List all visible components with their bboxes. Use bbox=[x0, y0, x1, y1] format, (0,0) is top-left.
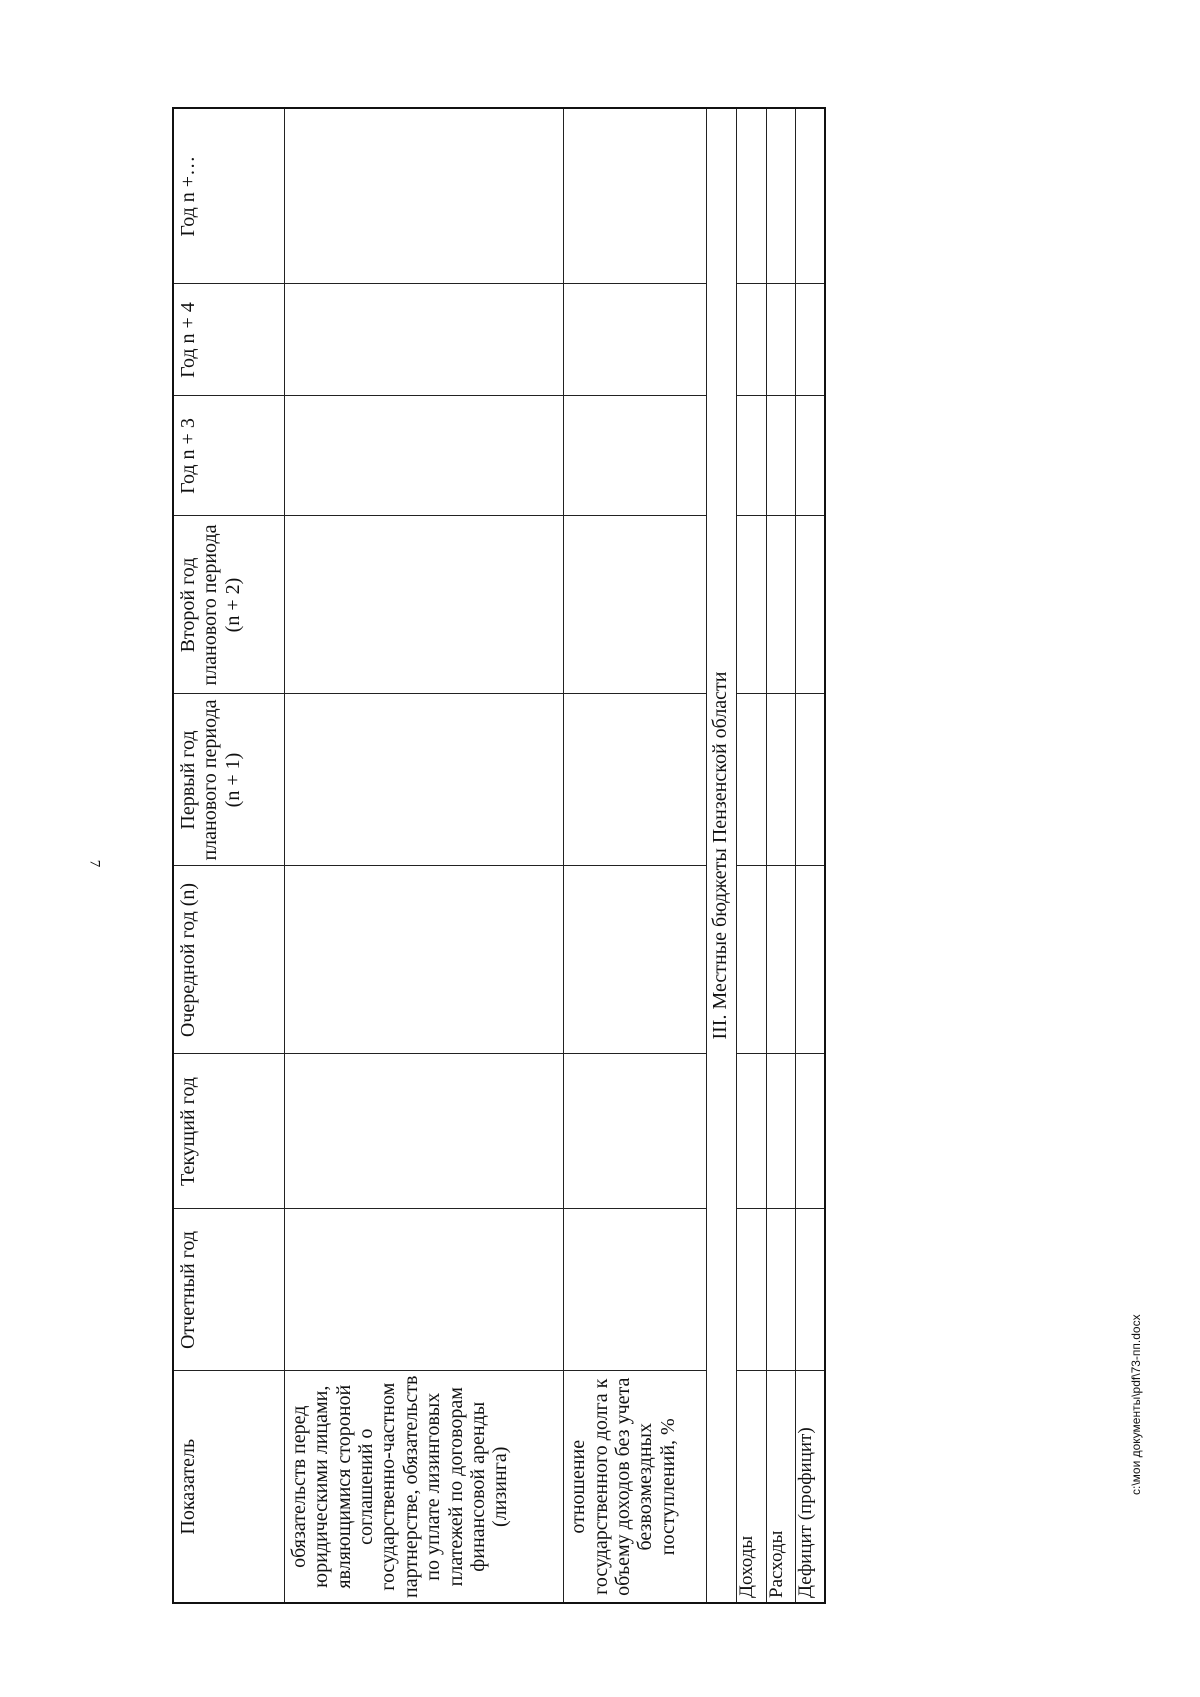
header-current-year: Текущий год bbox=[173, 1054, 284, 1209]
header-plan-year-2: Второй год планового периода (n + 2) bbox=[173, 516, 284, 694]
value-cell bbox=[766, 516, 795, 694]
value-cell bbox=[284, 396, 563, 516]
header-year-n4: Год n + 4 bbox=[173, 284, 284, 396]
value-cell bbox=[766, 1054, 795, 1209]
indicator-cell: обязательств перед юридическими лицами, являющимися стороной соглашений о государственно-частном партнерстве, обязательств по уплате лизинговых платежей по договорам финансовой аренды (лизинга) bbox=[284, 1371, 563, 1603]
header-year-n3: Год n + 3 bbox=[173, 396, 284, 516]
value-cell bbox=[564, 866, 707, 1054]
value-cell bbox=[284, 1054, 563, 1209]
value-cell bbox=[737, 1209, 766, 1371]
value-cell bbox=[564, 284, 707, 396]
table-row bbox=[564, 108, 707, 1603]
page-number: 7 bbox=[86, 859, 103, 868]
value-cell bbox=[795, 694, 825, 866]
value-cell bbox=[795, 516, 825, 694]
header-plan-year-1: Первый год планового периода (n + 1) bbox=[173, 694, 284, 866]
value-cell bbox=[564, 108, 707, 284]
value-cell bbox=[284, 516, 563, 694]
value-cell bbox=[795, 866, 825, 1054]
section-row bbox=[707, 108, 737, 1603]
indicators-table-container bbox=[172, 109, 826, 1604]
value-cell bbox=[795, 108, 825, 284]
header-indicator: Показатель bbox=[173, 1371, 284, 1603]
value-cell bbox=[795, 1054, 825, 1209]
file-path-footer: c:\мои документы\pdf\73-пп.docx bbox=[1129, 1314, 1143, 1495]
header-reporting-year: Отчетный год bbox=[173, 1209, 284, 1371]
value-cell bbox=[564, 1054, 707, 1209]
table-row bbox=[795, 108, 825, 1603]
value-cell bbox=[284, 108, 563, 284]
value-cell bbox=[737, 694, 766, 866]
value-cell bbox=[795, 396, 825, 516]
value-cell bbox=[284, 694, 563, 866]
value-cell bbox=[766, 866, 795, 1054]
value-cell bbox=[564, 1209, 707, 1371]
value-cell bbox=[766, 694, 795, 866]
value-cell bbox=[737, 516, 766, 694]
indicator-cell: Доходы bbox=[737, 1371, 766, 1603]
table-row bbox=[766, 108, 795, 1603]
value-cell bbox=[737, 284, 766, 396]
table-row bbox=[737, 108, 766, 1603]
table-row bbox=[284, 108, 563, 1603]
indicators-table bbox=[172, 107, 826, 1604]
indicator-cell: Дефицит (профицит) bbox=[795, 1371, 825, 1603]
section-title: III. Местные бюджеты Пензенской области bbox=[707, 108, 737, 1603]
indicator-cell: отношение государственного долга к объему доходов без учета безвозмездных поступлений, % bbox=[564, 1371, 707, 1603]
value-cell bbox=[795, 1209, 825, 1371]
value-cell bbox=[766, 396, 795, 516]
value-cell bbox=[564, 694, 707, 866]
value-cell bbox=[766, 108, 795, 284]
header-row bbox=[173, 108, 284, 1603]
value-cell bbox=[737, 1054, 766, 1209]
value-cell bbox=[737, 396, 766, 516]
value-cell bbox=[766, 1209, 795, 1371]
value-cell bbox=[284, 1209, 563, 1371]
value-cell bbox=[737, 866, 766, 1054]
value-cell bbox=[284, 284, 563, 396]
value-cell bbox=[564, 516, 707, 694]
value-cell bbox=[766, 284, 795, 396]
value-cell bbox=[564, 396, 707, 516]
value-cell bbox=[737, 108, 766, 284]
value-cell bbox=[284, 866, 563, 1054]
value-cell bbox=[795, 284, 825, 396]
header-year-nx: Год n +… bbox=[173, 108, 284, 284]
indicator-cell: Расходы bbox=[766, 1371, 795, 1603]
header-next-year: Очередной год (n) bbox=[173, 866, 284, 1054]
